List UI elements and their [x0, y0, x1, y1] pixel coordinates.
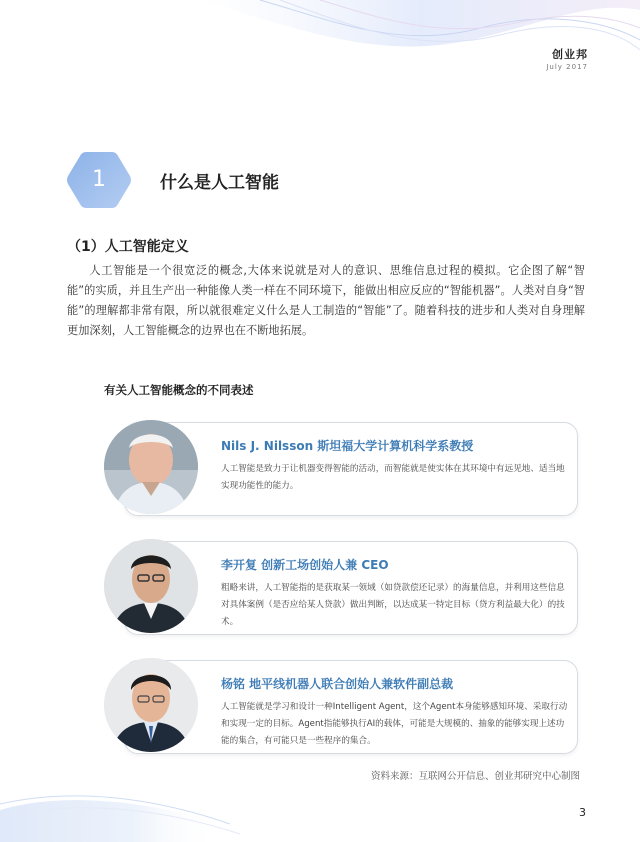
expert-quote: 人工智能就是学习和设计一种Intelligent Agent，这个Agent本身能够感知环境、采取行动和实现一定的目标。Agent指能够执行AI的载体，可能是大规模的、抽象的能够实现上述功能的集合，有可能只是一些程序的集合。 — [221, 702, 568, 746]
avatar — [104, 539, 198, 633]
section-heading — [66, 150, 586, 212]
definition-paragraph: 人工智能是一个很宽泛的概念,大体来说就是对人的意识、思维信息过程的模拟。它企图了解“智能”的实质，并且生产出一种能像人类一样在不同环境下，能做出相应反应的“智能机器”。人类对自身“智能”的理解都非常有限，所以就很难定义什么是人工制造的“智能”了。随着科技的进步和人类对自身理解更加深刻，人工智能概念的边界也在不断地拓展。 — [67, 264, 585, 337]
expert-quote: 人工智能是致力于让机器变得智能的活动，而智能就是使实体在其环境中有远见地、适当地实现功能性的能力。 — [221, 464, 565, 491]
expert-name: 李开复 创新工场创始人兼 CEO — [221, 558, 389, 572]
page-number: 3 — [579, 806, 586, 819]
expert-quote: 粗略来讲，人工智能指的是获取某一领域（如贷款偿还记录）的海量信息，并利用这些信息对具体案例（是否应给某人贷款）做出判断，以达成某一特定目标（贷方利益最大化）的技术。 — [221, 583, 565, 627]
section-number: 1 — [92, 167, 106, 192]
source-note: 资料来源：互联网公开信息、创业邦研究中心制图 — [370, 771, 580, 782]
subsection-title: （1）人工智能定义 — [67, 239, 189, 255]
brand-block — [546, 46, 588, 71]
section-title: 什么是人工智能 — [160, 173, 279, 193]
avatar — [104, 658, 198, 752]
publication-date: July 2017 — [546, 63, 588, 71]
table-title: 有关人工智能概念的不同表述 — [104, 383, 254, 397]
avatar — [104, 420, 198, 514]
brand-name: 创业邦 — [552, 48, 588, 61]
bottom-wave-decoration — [0, 782, 640, 842]
expert-name: Nils J. Nilsson 斯坦福大学计算机科学系教授 — [221, 439, 474, 453]
top-wave-decoration — [0, 0, 640, 120]
expert-name: 杨铭 地平线机器人联合创始人兼软件副总裁 — [221, 677, 454, 691]
